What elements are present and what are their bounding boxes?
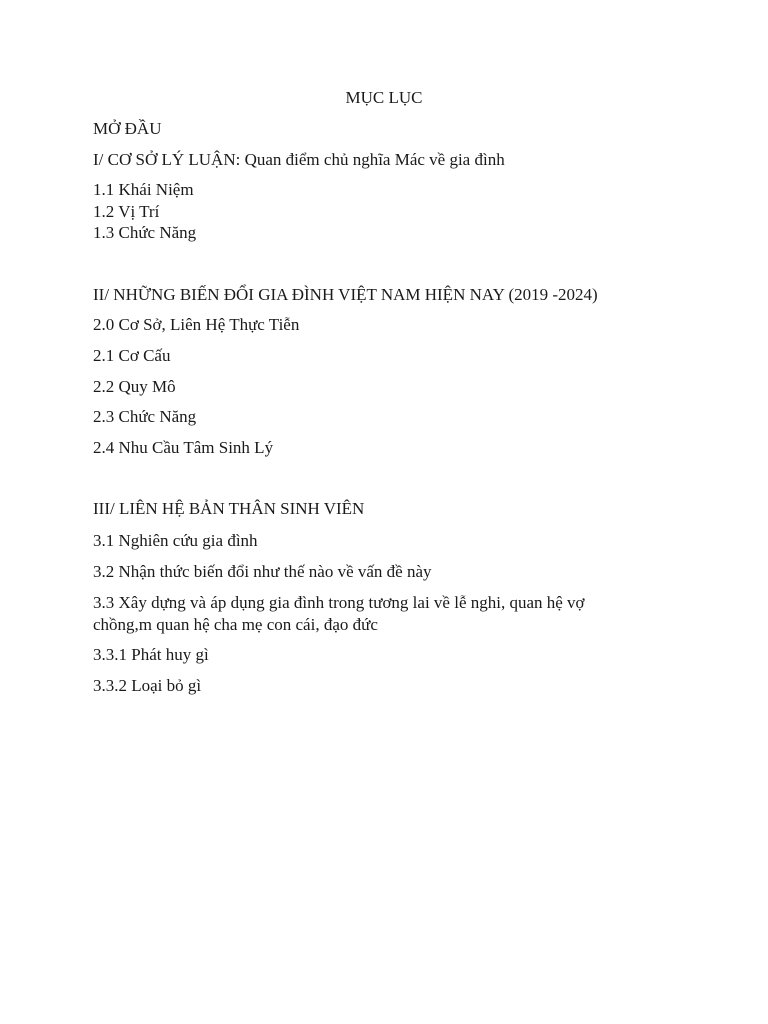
section-2-item: 2.1 Cơ Cấu: [93, 346, 171, 365]
section-1-item: 1.1 Khái Niệm: [93, 180, 194, 199]
section-2-item: 2.3 Chức Năng: [93, 407, 197, 426]
section-2-item: 2.2 Quy Mô: [93, 377, 176, 396]
section-3-item: 3.3 Xây dựng và áp dụng gia đình trong tương lai về lễ nghi, quan hệ vợ chồng,m quan hệ cha mẹ con cái, đạo đức: [93, 593, 585, 634]
section-3-item: 3.1 Nghiên cứu gia đình: [93, 531, 258, 550]
section-3-item: 3.3.1 Phát huy gì: [93, 645, 209, 664]
section-2-item: 2.0 Cơ Sở, Liên Hệ Thực Tiễn: [93, 315, 300, 334]
section-3-item: 3.2 Nhận thức biến đổi như thế nào về vấn đề này: [93, 562, 432, 581]
section-3-item: 3.3.2 Loại bỏ gì: [93, 676, 202, 695]
document-page: [93, 0, 693, 1024]
toc-title: MỤC LỤC: [345, 88, 423, 107]
toc-intro: MỞ ĐẦU: [93, 119, 162, 138]
section-1-item: 1.3 Chức Năng: [93, 223, 197, 242]
section-2-heading: II/ NHỮNG BIẾN ĐỔI GIA ĐÌNH VIỆT NAM HIỆN NAY (2019 -2024): [93, 285, 598, 304]
section-2-item: 2.4 Nhu Cầu Tâm Sinh Lý: [93, 438, 274, 457]
section-1-heading: I/ CƠ SỞ LÝ LUẬN: Quan điểm chủ nghĩa Mác về gia đình: [93, 150, 505, 169]
section-3-heading: III/ LIÊN HỆ BẢN THÂN SINH VIÊN: [93, 499, 365, 518]
section-1-item: 1.2 Vị Trí: [93, 202, 160, 221]
